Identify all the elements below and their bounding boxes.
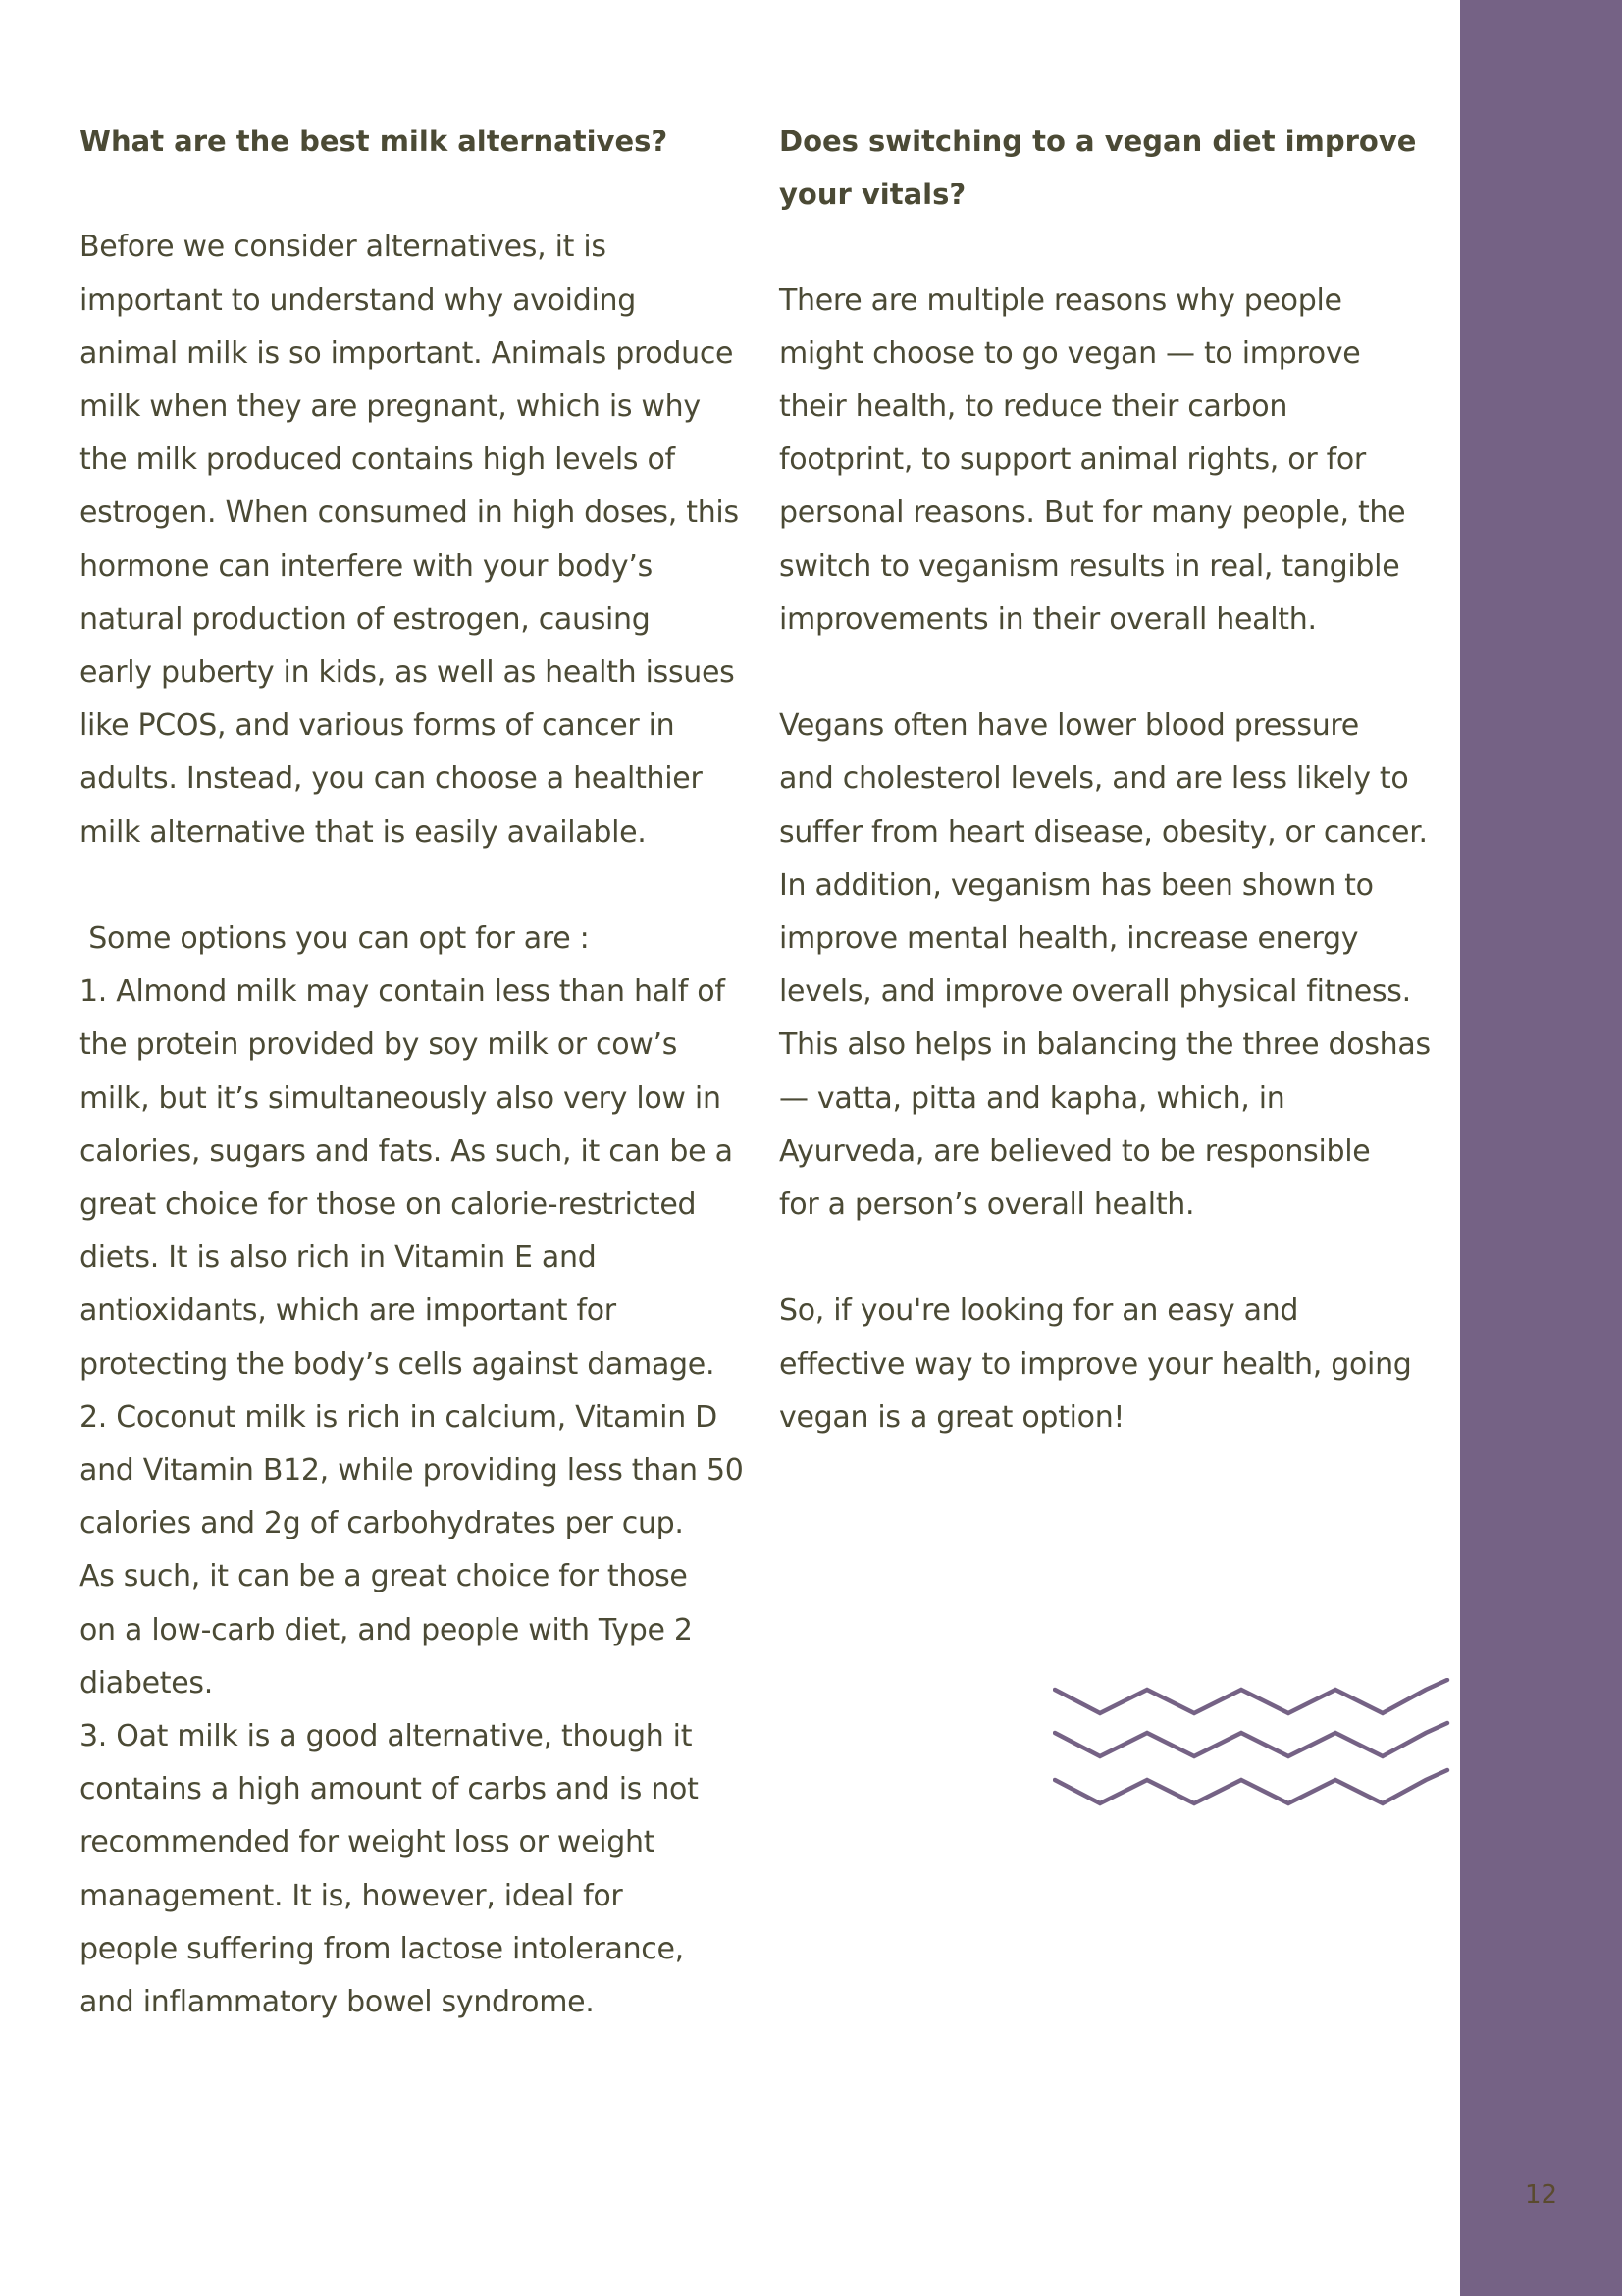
text-line: people suffering from lactose intolerance, bbox=[79, 1931, 684, 1966]
text-line: 1. Almond milk may contain less than half of bbox=[79, 974, 725, 1010]
right-column bbox=[779, 115, 1431, 1444]
text-line: suffer from heart disease, obesity, or cancer. bbox=[779, 814, 1428, 850]
text-line: management. It is, however, ideal for bbox=[79, 1878, 623, 1913]
right-heading-line: Does switching to a vegan diet improve bbox=[779, 125, 1417, 158]
text-line: diabetes. bbox=[79, 1665, 213, 1700]
text-line: hormone can interfere with your body’s bbox=[79, 548, 653, 584]
left-heading: What are the best milk alternatives? bbox=[79, 125, 668, 158]
text-line: important to understand why avoiding bbox=[79, 283, 636, 318]
text-line: This also helps in balancing the three doshas bbox=[779, 1027, 1431, 1063]
text-line: the milk produced contains high levels of bbox=[79, 443, 675, 478]
text-line: adults. Instead, you can choose a healthier bbox=[79, 761, 703, 797]
text-line: recommended for weight loss or weight bbox=[79, 1825, 655, 1860]
text-line: effective way to improve your health, going bbox=[779, 1346, 1412, 1382]
options-list bbox=[79, 913, 744, 2029]
paragraph-conclusion bbox=[779, 1284, 1427, 1444]
text-line: switch to veganism results in real, tangible bbox=[779, 548, 1400, 584]
text-line: Before we consider alternatives, it is bbox=[79, 230, 606, 265]
text-line: protecting the body’s cells against damage. bbox=[79, 1346, 715, 1382]
text-line: footprint, to support animal rights, or for bbox=[779, 443, 1366, 478]
text-line: great choice for those on calorie-restricted bbox=[79, 1187, 697, 1223]
page-number: 12 bbox=[1524, 2180, 1558, 2210]
text-line: and Vitamin B12, while providing less than 50 bbox=[79, 1453, 744, 1488]
text-line: — vatta, pitta and kapha, which, in bbox=[779, 1080, 1285, 1116]
text-line: on a low-carb diet, and people with Type 2 bbox=[79, 1612, 693, 1647]
sidebar-band bbox=[1460, 0, 1622, 2296]
text-line: In addition, veganism has been shown to bbox=[779, 867, 1374, 903]
paragraph-benefits bbox=[779, 700, 1431, 1231]
text-line: their health, to reduce their carbon bbox=[779, 390, 1288, 424]
text-line: improve mental health, increase energy bbox=[779, 921, 1359, 957]
text-line: calories and 2g of carbohydrates per cup. bbox=[79, 1506, 684, 1541]
text-line: milk, but it’s simultaneously also very low in bbox=[79, 1080, 721, 1116]
text-line: 3. Oat milk is a good alternative, though it bbox=[79, 1719, 693, 1754]
text-line: levels, and improve overall physical fitness. bbox=[779, 974, 1411, 1010]
text-line: milk alternative that is easily available. bbox=[79, 814, 647, 850]
text-line: milk when they are pregnant, which is why bbox=[79, 390, 701, 424]
text-line: and cholesterol levels, and are less likely to bbox=[779, 761, 1409, 797]
text-line: diets. It is also rich in Vitamin E and bbox=[79, 1240, 597, 1276]
text-line: personal reasons. But for many people, the bbox=[779, 496, 1406, 531]
text-line: As such, it can be a great choice for those bbox=[79, 1559, 688, 1594]
text-line: 2. Coconut milk is rich in calcium, Vitamin D bbox=[79, 1399, 717, 1435]
paragraph-reasons bbox=[779, 275, 1427, 647]
zigzag-lines-icon bbox=[1053, 1678, 1450, 1815]
text-line: calories, sugars and fats. As such, it can be a bbox=[79, 1133, 733, 1169]
text-line: might choose to go vegan — to improve bbox=[779, 336, 1361, 371]
text-line: improvements in their overall health. bbox=[779, 601, 1317, 637]
text-line: contains a high amount of carbs and is not bbox=[79, 1772, 699, 1807]
text-line: antioxidants, which are important for bbox=[79, 1293, 616, 1329]
text-line: Vegans often have lower blood pressure bbox=[779, 708, 1359, 744]
text-line: estrogen. When consumed in high doses, this bbox=[79, 496, 739, 531]
text-line: Some options you can opt for are : bbox=[79, 921, 590, 957]
text-line: like PCOS, and various forms of cancer in bbox=[79, 708, 675, 744]
right-heading-line: your vitals? bbox=[779, 178, 967, 212]
text-line: for a person’s overall health. bbox=[779, 1187, 1195, 1223]
text-line: early puberty in kids, as well as health issues bbox=[79, 655, 735, 691]
text-line: and inflammatory bowel syndrome. bbox=[79, 1985, 595, 2020]
intro-paragraph bbox=[79, 221, 739, 859]
left-column bbox=[79, 115, 744, 2029]
text-line: animal milk is so important. Animals produce bbox=[79, 336, 734, 371]
text-line: natural production of estrogen, causing bbox=[79, 601, 651, 637]
text-line: vegan is a great option! bbox=[779, 1399, 1125, 1435]
text-line: Ayurveda, are believed to be responsible bbox=[779, 1133, 1371, 1169]
text-line: There are multiple reasons why people bbox=[779, 283, 1342, 318]
text-line: the protein provided by soy milk or cow’s bbox=[79, 1027, 678, 1063]
text-line: So, if you're looking for an easy and bbox=[779, 1293, 1299, 1329]
